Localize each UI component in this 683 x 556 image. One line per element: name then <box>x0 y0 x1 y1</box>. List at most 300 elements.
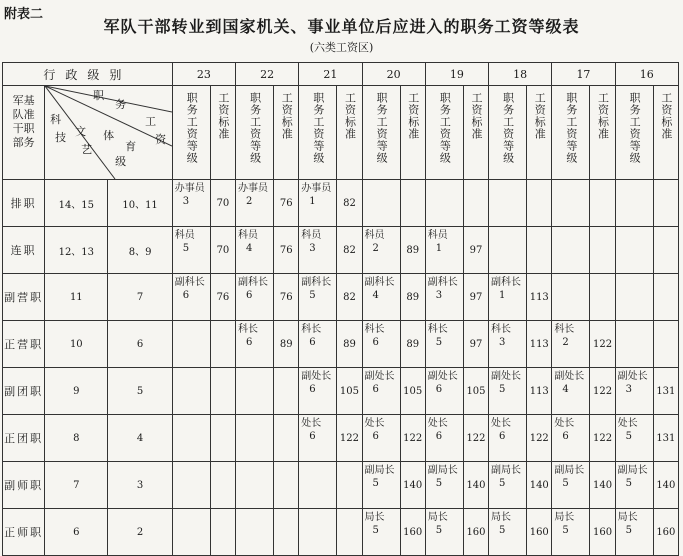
position-grade-subheader-text: 职务工资等级 <box>375 92 389 164</box>
salary-standard-subheader-text: 工资标准 <box>596 92 610 140</box>
position-title: 处长 <box>554 418 575 429</box>
salary-standard-cell: 140 <box>400 462 425 509</box>
position-title: 处长 <box>617 418 638 429</box>
position-grade-cell <box>172 227 210 274</box>
salary-standard-cell: 82 <box>337 180 362 227</box>
salary-standard-cell: 122 <box>527 415 552 462</box>
position-title: 办事员 <box>174 183 205 194</box>
tech-grade-cell: 10 <box>45 321 108 368</box>
salary-standard-subheader-text: 工资标准 <box>469 92 483 140</box>
position-level: 1 <box>309 196 316 207</box>
position-level: 5 <box>372 525 379 536</box>
position-grade-cell <box>489 274 527 321</box>
position-grade-cell <box>425 368 463 415</box>
salary-standard-cell: 82 <box>337 227 362 274</box>
position-grade-cell <box>552 368 590 415</box>
military-rank-cell: 副营职 <box>3 274 45 321</box>
position-grade-cell <box>552 415 590 462</box>
arts-grade-cell: 10、11 <box>108 180 172 227</box>
grade-header: 22 <box>235 63 298 86</box>
position-grade-cell <box>489 227 527 274</box>
salary-standard-subheader-text: 工资标准 <box>343 92 357 140</box>
salary-standard-cell: 140 <box>463 462 488 509</box>
position-grade-cell <box>615 180 653 227</box>
position-level: 6 <box>435 431 443 442</box>
grade-header: 17 <box>552 63 615 86</box>
position-grade-cell <box>615 462 653 509</box>
salary-standard-cell <box>337 462 362 509</box>
table-row <box>3 321 679 368</box>
position-level: 3 <box>499 337 506 348</box>
tech-grade-cell: 9 <box>45 368 108 415</box>
salary-standard-cell: 113 <box>527 274 552 321</box>
salary-standard-cell: 113 <box>527 368 552 415</box>
position-grade-cell <box>362 321 400 368</box>
diag-char: 工 <box>145 115 157 128</box>
salary-standard-subheader-text: 工资标准 <box>280 92 294 140</box>
position-grade-cell <box>235 274 273 321</box>
position-grade-cell <box>299 227 337 274</box>
position-title: 局长 <box>554 512 575 523</box>
grade-header: 23 <box>172 63 235 86</box>
position-level: 4 <box>372 290 379 301</box>
tech-grade-cell: 14、15 <box>45 180 108 227</box>
position-title: 科员 <box>427 230 448 241</box>
corner-label-line: 队准 <box>12 108 35 121</box>
position-grade-cell <box>552 509 590 556</box>
salary-standard-cell <box>590 274 615 321</box>
position-grade-cell <box>552 321 590 368</box>
position-level: 6 <box>372 384 379 395</box>
arts-grade-cell: 6 <box>108 321 172 368</box>
salary-standard-subheader <box>653 86 678 180</box>
position-title: 副科长 <box>237 277 268 288</box>
grade-header: 18 <box>489 63 552 86</box>
position-title: 副处长 <box>301 371 332 382</box>
position-grade-cell <box>615 227 653 274</box>
position-title: 局长 <box>364 512 385 523</box>
salary-standard-cell: 160 <box>590 509 615 556</box>
position-title: 局长 <box>617 512 638 523</box>
diag-char: 科 <box>50 113 62 126</box>
position-level: 3 <box>309 243 316 254</box>
position-level: 2 <box>562 337 569 348</box>
position-level: 5 <box>435 525 443 536</box>
position-level: 6 <box>309 431 316 442</box>
salary-standard-cell: 76 <box>274 274 299 321</box>
table-row <box>3 509 679 556</box>
salary-standard-cell: 122 <box>337 415 362 462</box>
position-grade-cell <box>299 368 337 415</box>
salary-standard-subheader-text: 工资标准 <box>533 92 547 140</box>
salary-standard-cell <box>274 462 299 509</box>
position-level: 5 <box>499 525 506 536</box>
salary-standard-cell: 76 <box>210 274 235 321</box>
position-title: 副处长 <box>617 371 648 382</box>
position-grade-cell <box>362 274 400 321</box>
salary-standard-cell: 89 <box>400 321 425 368</box>
position-level: 2 <box>245 196 253 207</box>
salary-standard-cell: 89 <box>274 321 299 368</box>
salary-standard-cell: 89 <box>400 227 425 274</box>
salary-standard-cell: 70 <box>210 180 235 227</box>
position-grade-subheader-text: 职务工资等级 <box>564 92 578 164</box>
position-level: 5 <box>625 431 632 442</box>
position-grade-subheader-text: 职务工资等级 <box>501 92 515 164</box>
position-title: 科员 <box>301 230 322 241</box>
salary-standard-cell <box>210 368 235 415</box>
position-grade-subheader <box>235 86 273 180</box>
salary-standard-cell: 97 <box>463 227 488 274</box>
position-grade-cell <box>489 321 527 368</box>
position-title: 科员 <box>237 230 258 241</box>
corner-label-line: 干职 <box>12 122 35 135</box>
salary-standard-subheader-text: 工资标准 <box>406 92 420 140</box>
salary-standard-cell <box>210 462 235 509</box>
position-grade-subheader <box>299 86 337 180</box>
position-title: 局长 <box>491 512 512 523</box>
salary-standard-cell: 160 <box>653 509 678 556</box>
salary-standard-cell: 122 <box>590 415 615 462</box>
position-level: 5 <box>182 243 190 254</box>
position-level: 3 <box>625 384 632 395</box>
position-title: 副科长 <box>174 277 205 288</box>
salary-standard-subheader <box>400 86 425 180</box>
position-title: 办事员 <box>301 183 332 194</box>
position-level: 5 <box>499 478 506 489</box>
position-grade-subheader <box>425 86 463 180</box>
position-grade-cell <box>552 274 590 321</box>
diag-char: 艺 <box>81 143 93 156</box>
position-level: 3 <box>435 290 443 301</box>
position-title: 科长 <box>301 324 322 335</box>
position-grade-cell <box>299 462 337 509</box>
salary-standard-cell: 160 <box>527 509 552 556</box>
position-grade-cell <box>235 462 273 509</box>
grade-header: 16 <box>615 63 678 86</box>
salary-standard-cell: 105 <box>337 368 362 415</box>
position-grade-cell <box>172 180 210 227</box>
position-level: 4 <box>562 384 569 395</box>
position-grade-subheader-text: 职务工资等级 <box>185 92 199 164</box>
salary-standard-cell <box>210 509 235 556</box>
position-title: 处长 <box>427 418 448 429</box>
position-title: 科长 <box>237 324 258 335</box>
arts-grade-cell: 5 <box>108 368 172 415</box>
tech-grade-cell: 12、13 <box>45 227 108 274</box>
position-grade-cell <box>235 227 273 274</box>
position-grade-cell <box>425 180 463 227</box>
salary-standard-cell <box>527 227 552 274</box>
military-rank-cell: 副师职 <box>3 462 45 509</box>
position-title: 副局长 <box>617 465 648 476</box>
diag-char: 职 <box>93 89 105 102</box>
position-grade-cell <box>489 462 527 509</box>
arts-grade-cell: 7 <box>108 274 172 321</box>
page-title: 军队干部转业到国家机关、事业单位后应进入的职务工资等级表 <box>103 17 580 36</box>
diag-char: 文 <box>75 125 87 138</box>
position-grade-cell <box>425 227 463 274</box>
position-level: 6 <box>309 384 316 395</box>
position-level: 5 <box>562 525 569 536</box>
grade-header: 21 <box>299 63 362 86</box>
salary-standard-cell: 140 <box>527 462 552 509</box>
salary-standard-cell: 122 <box>400 415 425 462</box>
position-grade-cell <box>362 415 400 462</box>
salary-standard-cell: 160 <box>400 509 425 556</box>
diag-char: 体 <box>103 129 115 142</box>
military-rank-cell: 正师职 <box>3 509 45 556</box>
position-grade-subheader-text: 职务工资等级 <box>438 92 452 164</box>
arts-grade-cell: 8、9 <box>108 227 172 274</box>
position-grade-cell <box>489 368 527 415</box>
salary-standard-cell <box>653 180 678 227</box>
position-grade-cell <box>299 180 337 227</box>
position-level: 5 <box>435 478 443 489</box>
position-grade-cell <box>425 462 463 509</box>
position-level: 1 <box>499 290 506 301</box>
salary-standard-cell: 89 <box>400 274 425 321</box>
position-title: 副局长 <box>491 465 522 476</box>
diag-char: 资 <box>155 133 167 146</box>
position-grade-cell <box>552 227 590 274</box>
category-header: 行政级别 <box>3 63 173 86</box>
position-grade-cell <box>362 509 400 556</box>
tech-grade-cell: 11 <box>45 274 108 321</box>
position-grade-subheader-text: 职务工资等级 <box>628 92 642 164</box>
position-grade-cell <box>425 509 463 556</box>
salary-standard-cell: 105 <box>463 368 488 415</box>
position-grade-cell <box>615 321 653 368</box>
position-title: 副局长 <box>364 465 395 476</box>
position-level: 2 <box>372 243 379 254</box>
position-grade-subheader <box>615 86 653 180</box>
salary-standard-subheader <box>463 86 488 180</box>
salary-standard-cell: 89 <box>337 321 362 368</box>
position-grade-subheader <box>362 86 400 180</box>
salary-standard-cell: 160 <box>463 509 488 556</box>
military-rank-cell: 正营职 <box>3 321 45 368</box>
diag-char: 育 <box>125 140 137 153</box>
table-row <box>3 274 679 321</box>
position-grade-cell <box>235 415 273 462</box>
salary-standard-cell: 97 <box>463 321 488 368</box>
salary-standard-cell <box>527 180 552 227</box>
position-title: 科员 <box>174 230 195 241</box>
salary-standard-cell: 105 <box>400 368 425 415</box>
salary-standard-subheader <box>274 86 299 180</box>
salary-standard-subheader <box>210 86 235 180</box>
salary-standard-cell <box>590 227 615 274</box>
position-grade-cell <box>425 274 463 321</box>
position-grade-cell <box>615 415 653 462</box>
diag-char: 务 <box>115 98 127 111</box>
salary-standard-cell <box>274 415 299 462</box>
position-grade-subheader <box>552 86 590 180</box>
position-grade-cell <box>552 180 590 227</box>
position-grade-subheader-text: 职务工资等级 <box>248 92 262 164</box>
salary-standard-subheader-text: 工资标准 <box>216 92 230 140</box>
salary-standard-subheader <box>527 86 552 180</box>
military-rank-cell: 连职 <box>3 227 45 274</box>
position-grade-subheader <box>489 86 527 180</box>
position-title: 办事员 <box>237 183 268 194</box>
salary-standard-cell: 82 <box>337 274 362 321</box>
salary-standard-cell: 76 <box>274 180 299 227</box>
salary-standard-cell <box>274 368 299 415</box>
position-grade-cell <box>172 321 210 368</box>
position-level: 3 <box>182 196 190 207</box>
salary-standard-cell: 113 <box>527 321 552 368</box>
position-grade-cell <box>425 321 463 368</box>
diag-char: 技 <box>55 131 67 144</box>
position-level: 5 <box>309 290 316 301</box>
position-level: 6 <box>499 431 506 442</box>
position-grade-cell <box>172 274 210 321</box>
position-title: 副局长 <box>554 465 585 476</box>
grade-header: 20 <box>362 63 425 86</box>
diag-char: 级 <box>115 155 127 168</box>
position-grade-cell <box>235 509 273 556</box>
salary-standard-subheader-text: 工资标准 <box>659 92 673 140</box>
corner-label-line: 部务 <box>12 136 35 149</box>
position-level: 6 <box>372 431 379 442</box>
position-level: 4 <box>245 243 253 254</box>
position-grade-cell <box>489 415 527 462</box>
position-grade-cell <box>362 180 400 227</box>
position-grade-cell <box>299 509 337 556</box>
position-title: 科员 <box>364 230 385 241</box>
tech-grade-cell: 7 <box>45 462 108 509</box>
salary-grade-table <box>2 62 679 556</box>
position-level: 6 <box>245 337 253 348</box>
position-grade-cell <box>299 274 337 321</box>
position-level: 5 <box>562 478 569 489</box>
arts-grade-cell: 4 <box>108 415 172 462</box>
military-rank-cell: 排职 <box>3 180 45 227</box>
position-level: 6 <box>309 337 316 348</box>
position-grade-cell <box>235 321 273 368</box>
salary-standard-cell <box>210 321 235 368</box>
position-level: 6 <box>435 384 443 395</box>
position-title: 副处长 <box>554 371 585 382</box>
salary-standard-cell: 97 <box>463 274 488 321</box>
position-title: 科长 <box>427 324 448 335</box>
position-grade-subheader-text: 职务工资等级 <box>311 92 325 164</box>
position-grade-cell <box>235 368 273 415</box>
position-grade-cell <box>172 415 210 462</box>
position-grade-cell <box>235 180 273 227</box>
position-grade-cell <box>615 368 653 415</box>
position-title: 副处长 <box>427 371 458 382</box>
salary-standard-cell: 122 <box>463 415 488 462</box>
position-title: 科长 <box>554 324 575 335</box>
table-row <box>3 227 679 274</box>
position-grade-cell <box>615 274 653 321</box>
corner-label-line: 军基 <box>12 94 35 107</box>
salary-standard-cell <box>653 321 678 368</box>
position-grade-cell <box>489 180 527 227</box>
position-level: 6 <box>562 431 569 442</box>
position-title: 副科长 <box>301 277 332 288</box>
position-title: 处长 <box>491 418 512 429</box>
position-title: 科长 <box>364 324 385 335</box>
position-level: 6 <box>372 337 379 348</box>
salary-standard-cell <box>274 509 299 556</box>
table-row <box>3 180 679 227</box>
position-title: 副处长 <box>364 371 395 382</box>
position-grade-cell <box>615 509 653 556</box>
salary-standard-cell: 70 <box>210 227 235 274</box>
position-grade-cell <box>425 415 463 462</box>
arts-grade-cell: 3 <box>108 462 172 509</box>
salary-standard-cell: 131 <box>653 368 678 415</box>
position-grade-cell <box>362 368 400 415</box>
position-level: 5 <box>372 478 379 489</box>
salary-standard-subheader <box>337 86 362 180</box>
position-title: 副科长 <box>427 277 458 288</box>
salary-standard-cell: 76 <box>274 227 299 274</box>
position-title: 副科长 <box>364 277 395 288</box>
salary-standard-cell <box>463 180 488 227</box>
arts-grade-cell: 2 <box>108 509 172 556</box>
position-grade-cell <box>489 509 527 556</box>
salary-standard-cell: 140 <box>653 462 678 509</box>
position-grade-cell <box>362 227 400 274</box>
position-level: 5 <box>435 337 443 348</box>
table-row <box>3 462 679 509</box>
position-title: 局长 <box>427 512 448 523</box>
position-grade-cell <box>552 462 590 509</box>
position-title: 副科长 <box>491 277 522 288</box>
position-level: 1 <box>435 243 443 254</box>
position-grade-cell <box>172 509 210 556</box>
tech-grade-cell: 6 <box>45 509 108 556</box>
position-grade-subheader <box>172 86 210 180</box>
salary-standard-cell <box>653 274 678 321</box>
salary-standard-cell <box>590 180 615 227</box>
position-level: 6 <box>245 290 253 301</box>
military-rank-cell: 正团职 <box>3 415 45 462</box>
salary-standard-cell: 122 <box>590 321 615 368</box>
position-grade-cell <box>172 368 210 415</box>
diagonal-header <box>45 86 173 180</box>
salary-standard-cell: 122 <box>590 368 615 415</box>
position-level: 6 <box>182 290 190 301</box>
salary-standard-cell: 131 <box>653 415 678 462</box>
tech-grade-cell: 8 <box>45 415 108 462</box>
position-grade-cell <box>172 462 210 509</box>
position-level: 5 <box>625 478 632 489</box>
position-level: 5 <box>499 384 506 395</box>
appendix-label: 附表二 <box>4 7 44 22</box>
position-title: 处长 <box>364 418 385 429</box>
page-subtitle: (六类工资区) <box>309 41 374 54</box>
salary-standard-cell: 140 <box>590 462 615 509</box>
position-title: 处长 <box>301 418 322 429</box>
salary-standard-cell <box>400 180 425 227</box>
table-row <box>3 415 679 462</box>
military-rank-cell: 副团职 <box>3 368 45 415</box>
position-grade-cell <box>299 415 337 462</box>
position-level: 5 <box>625 525 632 536</box>
salary-standard-cell <box>653 227 678 274</box>
position-grade-cell <box>299 321 337 368</box>
grade-header: 19 <box>425 63 488 86</box>
salary-standard-cell <box>337 509 362 556</box>
position-title: 副处长 <box>491 371 522 382</box>
position-grade-cell <box>362 462 400 509</box>
